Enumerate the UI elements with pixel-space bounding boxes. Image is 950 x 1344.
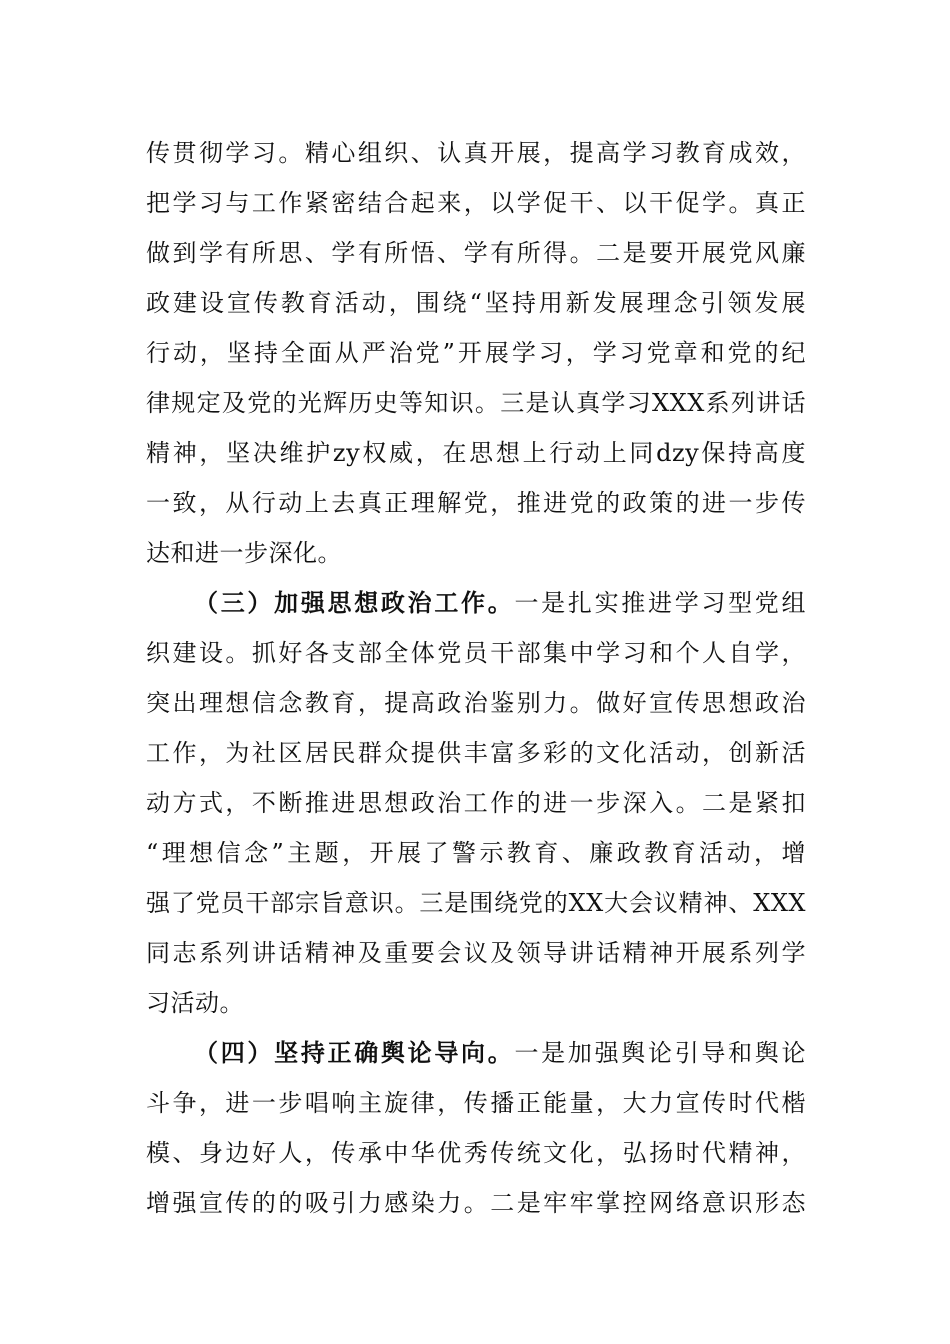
text-line: 一致，从行动上去真正理解党，推进党的政策的进一步传 bbox=[146, 489, 806, 517]
text-line-with-heading bbox=[146, 1028, 806, 1078]
text-line: 斗争，进一步唱响主旋律，传播正能量，大力宣传时代楷 bbox=[146, 1089, 806, 1117]
text-line: 传贯彻学习。精心组织、认真开展，提高学习教育成效， bbox=[146, 139, 806, 167]
section-heading: （三）加强思想政治工作。 bbox=[194, 588, 515, 617]
heading-line-rest: 一是扎实推进学习型党组 bbox=[514, 589, 807, 617]
text-line: 同志系列讲话精神及重要会议及领导讲话精神开展系列学 bbox=[146, 939, 806, 967]
paragraph-study-implementation bbox=[146, 128, 806, 578]
text-line: 做到学有所思、学有所悟、学有所得。二是要开展党风廉 bbox=[146, 239, 806, 267]
text-line: 习活动。 bbox=[146, 989, 244, 1017]
text-line: 政建设宣传教育活动，围绕“坚持用新发展理念引领发展 bbox=[146, 289, 806, 317]
heading-line-rest: 一是加强舆论引导和舆论 bbox=[514, 1039, 807, 1067]
text-line: 精神，坚决维护zy权威，在思想上行动上同dzy保持高度 bbox=[146, 439, 806, 467]
text-line: 动方式，不断推进思想政治工作的进一步深入。二是紧扣 bbox=[146, 789, 806, 817]
paragraph-ideological-work bbox=[146, 578, 806, 1028]
paragraph-public-opinion bbox=[146, 1028, 806, 1228]
text-line: 行动，坚持全面从严治党”开展学习，学习党章和党的纪 bbox=[146, 339, 806, 367]
text-line: 模、身边好人，传承中华优秀传统文化，弘扬时代精神， bbox=[146, 1139, 806, 1167]
text-line: “理想信念”主题，开展了警示教育、廉政教育活动，增 bbox=[146, 839, 806, 867]
text-line: 突出理想信念教育，提高政治鉴别力。做好宣传思想政治 bbox=[146, 689, 806, 717]
text-line: 把学习与工作紧密结合起来，以学促干、以干促学。真正 bbox=[146, 189, 806, 217]
section-heading: （四）坚持正确舆论导向。 bbox=[194, 1038, 515, 1067]
text-line: 强了党员干部宗旨意识。三是围绕党的XX大会议精神、XXX bbox=[146, 889, 806, 917]
text-line: 增强宣传的的吸引力感染力。二是牢牢掌控网络意识形态 bbox=[146, 1189, 806, 1217]
text-line: 工作，为社区居民群众提供丰富多彩的文化活动，创新活 bbox=[146, 739, 806, 767]
text-line: 织建设。抓好各支部全体党员干部集中学习和个人自学， bbox=[146, 639, 806, 667]
text-line: 律规定及党的光辉历史等知识。三是认真学习XXX系列讲话 bbox=[146, 389, 806, 417]
text-line: 达和进一步深化。 bbox=[146, 539, 342, 567]
text-line-with-heading bbox=[146, 578, 806, 628]
